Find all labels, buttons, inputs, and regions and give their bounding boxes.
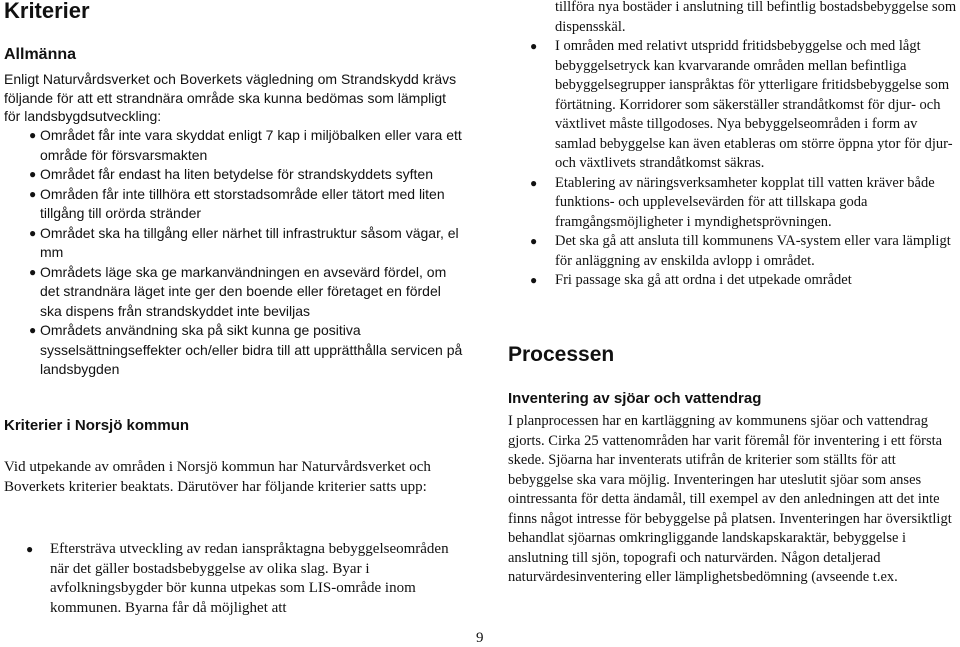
list-item: ● Området får inte vara skyddat enligt 7 kap i miljöbalken eller vara ett område för försvarsmakten [29, 127, 462, 163]
section-heading-processen: Processen [508, 343, 615, 366]
list-item: ● Områdets användning ska på sikt kunna ge positiva sysselsättningseffekter och/eller bidra till att upprätthålla servicen på landsbygden [29, 322, 463, 377]
bullet-icon: ● [530, 234, 538, 248]
page-number: 9 [476, 630, 484, 646]
section-heading-allmanna: Allmänna [4, 46, 77, 63]
list-item: ● Det ska gå att ansluta till kommunens VA-system eller vara lämpligt för anläggning av enskilda avlopp i området. [530, 233, 951, 269]
norsjo-criteria-list [4, 540, 466, 618]
page-title: Kriterier [4, 0, 90, 23]
list-item: ● Områden får inte tillhöra ett storstadsområde eller tätort med liten tillgång till orörda stränder [29, 185, 445, 221]
bullet-icon: ● [29, 225, 37, 240]
list-item: ● Området får endast ha liten betydelse för strandskyddets syften [4, 165, 464, 185]
list-item: ● Etablering av näringsverksamheter kopplat till vatten kräver både funktions- och upplevelsevärden för att tillskapa goda framgångsmöjligheter i myndighetsprövningen. [530, 174, 935, 230]
inventering-text: I planprocessen har en kartläggning av kommunens sjöar och vattendrag gjorts. Cirka 25 vattenområden har varit föremål för inventering i ett första skede. Sjöarna har inventerats utifrån de kriterier som ställts för att bebyggelse ska vara möjlig. Inventeringen har uteslutit sjöar som anses ointressanta för detta ändamål, till exempel av den anledningen att det inte finns något intresse för bebyggelse på platsen. Inventeringen har översiktligt behandlat sjöarnas omkringliggande landskapskaraktär, bebyggelse i anslutning till sjön, topografi och naturvärden. Någon detaljerad naturvärdesinventering eller lämplighetsbedömning (avseende t.ex. [508, 413, 952, 585]
bullet-icon: ● [530, 39, 538, 53]
allmanna-intro: Enligt Naturvårdsverket och Boverkets vägledning om Strandskydd krävs följande för att ett strandnära område ska kunna bedömas som lämpligt för landsbygdsutveckling: [4, 71, 457, 124]
norsjo-intro: Vid utpekande av områden i Norsjö kommun har Naturvårdsverket och Boverkets kriterier beaktats. Därutöver har följande kriterier satts upp: [4, 459, 431, 495]
list-item: ● Området ska ha tillgång eller närhet till infrastruktur såsom vägar, el mm [29, 224, 459, 260]
bullet-icon: ● [29, 128, 37, 142]
section-heading-norsjo: Kriterier i Norsjö kommun [4, 417, 190, 434]
bullet-icon: ● [530, 175, 538, 190]
list-item: ● I områden med relativt utspridd fritidsbebyggelse och med lågt bebyggelsetryck kan kvarvarande områden mellan befintliga bebyggelsegrupper ianspråktas för ytterligare fritidsbebyggelse som förtätning. Korridorer som säkerställer strandåtkomst för djur- och växtlivet måste tillgodoses. Nya bebyggelseområden i form av samlad bebyggelse kan även etableras om större öppna ytor för djur- och växtlivets strandåtkomst säkras. [530, 38, 953, 171]
bullet-icon: ● [29, 264, 37, 279]
list-item: ● Områdets läge ska ge markanvändningen en avsevärd fördel, om det strandnära läget inte ger den boende eller företaget en fördel ska dispens från strandskyddet inte beviljas [29, 263, 447, 319]
bullet-icon: ● [26, 542, 34, 556]
subsection-heading-inventering: Inventering av sjöar och vattendrag [508, 390, 762, 407]
allmanna-criteria-list [4, 126, 464, 380]
bullet-icon: ● [29, 167, 37, 181]
list-item-continuation: tillföra nya bostäder i anslutning till befintlig bostadsbebyggelse som dispensskäl. [555, 0, 957, 35]
bullet-icon: ● [29, 323, 37, 337]
list-item: ● Fri passage ska gå att ordna i det utpekade området [508, 271, 958, 291]
norsjo-criteria-list-continued [508, 0, 958, 291]
bullet-icon: ● [29, 186, 37, 201]
bullet-icon: ● [530, 273, 538, 287]
list-item: ● Eftersträva utveckling av redan ianspråktagna bebyggelseområden när det gäller bostadsbebyggelse av olika slag. Byar i avfolkningsbygder bör kunna utpekas som LIS-område inom kommunen. Byarna får då möjlighet att [26, 541, 449, 616]
